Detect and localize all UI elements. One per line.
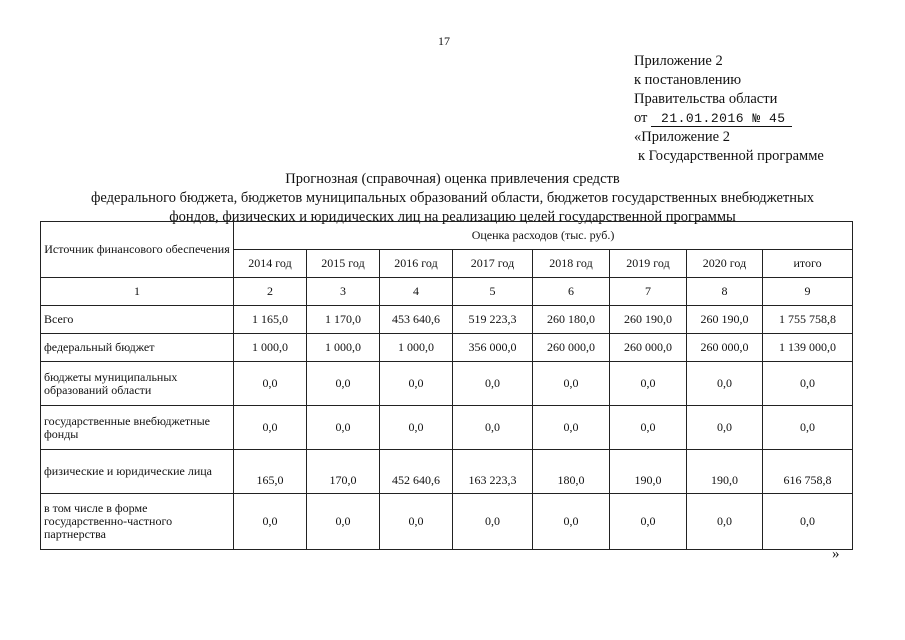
- value-cell: 0,0: [610, 362, 687, 406]
- value-cell: 356 000,0: [453, 334, 533, 362]
- value-cell: 0,0: [380, 362, 453, 406]
- page-number: 17: [438, 34, 450, 48]
- value-cell: 0,0: [307, 362, 380, 406]
- value-cell: 260 180,0: [533, 306, 610, 334]
- value-cell: 0,0: [234, 406, 307, 450]
- column-number-cell: 8: [687, 278, 763, 306]
- value-cell: 1 139 000,0: [763, 334, 853, 362]
- column-number-cell: 4: [380, 278, 453, 306]
- value-cell: 190,0: [687, 450, 763, 494]
- value-cell: 0,0: [610, 406, 687, 450]
- appendix-line-5: «Приложение 2: [634, 129, 730, 145]
- value-cell: 616 758,8: [763, 450, 853, 494]
- appendix-line-6: к Государственной программе: [638, 148, 824, 164]
- value-cell: 0,0: [380, 494, 453, 550]
- column-number-cell: 1: [41, 278, 234, 306]
- source-cell: государственные внебюджетные фонды: [41, 406, 234, 450]
- value-cell: 165,0: [234, 450, 307, 494]
- column-number-cell: 2: [234, 278, 307, 306]
- value-cell: 0,0: [380, 406, 453, 450]
- title-line-2: федерального бюджета, бюджетов муниципальных образований области, бюджетов государственных внебюджетных: [91, 190, 814, 206]
- value-cell: 1 165,0: [234, 306, 307, 334]
- value-cell: 0,0: [453, 494, 533, 550]
- table-row: [41, 450, 853, 494]
- value-cell: 260 000,0: [687, 334, 763, 362]
- value-cell: 452 640,6: [380, 450, 453, 494]
- value-cell: 1 000,0: [234, 334, 307, 362]
- value-cell: 260 000,0: [610, 334, 687, 362]
- appendix-decree-line: [634, 109, 824, 128]
- value-cell: 1 170,0: [307, 306, 380, 334]
- source-cell: федеральный бюджет: [41, 334, 234, 362]
- value-cell: 519 223,3: [453, 306, 533, 334]
- source-cell: бюджеты муниципальных образований области: [41, 362, 234, 406]
- year-header-cell: 2020 год: [687, 250, 763, 278]
- title-line-3: фондов, физических и юридических лиц на реализацию целей государственной программы: [169, 209, 736, 225]
- value-cell: 0,0: [533, 494, 610, 550]
- value-cell: 0,0: [453, 406, 533, 450]
- value-cell: 260 190,0: [687, 306, 763, 334]
- column-number-cell: 5: [453, 278, 533, 306]
- column-number-cell: 6: [533, 278, 610, 306]
- value-cell: 0,0: [307, 494, 380, 550]
- value-cell: 1 000,0: [307, 334, 380, 362]
- value-cell: 453 640,6: [380, 306, 453, 334]
- source-header: Источник финансового обеспечения: [41, 222, 234, 278]
- column-numbers-row: [41, 278, 853, 306]
- value-cell: 1 000,0: [380, 334, 453, 362]
- value-cell: 0,0: [687, 362, 763, 406]
- appendix-line-3: Правительства области: [634, 91, 778, 107]
- year-header-cell: 2015 год: [307, 250, 380, 278]
- decree-prefix: от: [634, 110, 648, 126]
- column-number-cell: 9: [763, 278, 853, 306]
- table-body: [41, 306, 853, 550]
- value-cell: 180,0: [533, 450, 610, 494]
- year-header-cell: 2019 год: [610, 250, 687, 278]
- table-row: [41, 334, 853, 362]
- column-number-cell: 3: [307, 278, 380, 306]
- closing-quote: »: [832, 546, 840, 562]
- value-cell: 0,0: [763, 406, 853, 450]
- appendix-line-1: Приложение 2: [634, 53, 723, 69]
- decree-date-number: 21.01.2016 № 45: [651, 112, 792, 127]
- value-cell: 0,0: [763, 362, 853, 406]
- year-header-cell: 2016 год: [380, 250, 453, 278]
- year-header-cell: 2017 год: [453, 250, 533, 278]
- appendix-block: [634, 52, 824, 166]
- source-cell: физические и юридические лица: [41, 450, 234, 494]
- value-cell: 0,0: [533, 406, 610, 450]
- funding-table: [40, 221, 853, 550]
- estimate-header: Оценка расходов (тыс. руб.): [234, 222, 853, 250]
- value-cell: 170,0: [307, 450, 380, 494]
- value-cell: 0,0: [307, 406, 380, 450]
- value-cell: 1 755 758,8: [763, 306, 853, 334]
- table-row: [41, 362, 853, 406]
- title-line-1: Прогнозная (справочная) оценка привлечения средств: [285, 171, 620, 187]
- value-cell: 0,0: [234, 362, 307, 406]
- value-cell: 260 000,0: [533, 334, 610, 362]
- value-cell: 190,0: [610, 450, 687, 494]
- value-cell: 163 223,3: [453, 450, 533, 494]
- value-cell: 0,0: [234, 494, 307, 550]
- header-row-1: [41, 222, 853, 250]
- value-cell: 0,0: [610, 494, 687, 550]
- document-title: [40, 170, 865, 227]
- table-row: [41, 406, 853, 450]
- value-cell: 0,0: [687, 406, 763, 450]
- value-cell: 260 190,0: [610, 306, 687, 334]
- value-cell: 0,0: [763, 494, 853, 550]
- source-cell: Всего: [41, 306, 234, 334]
- value-cell: 0,0: [687, 494, 763, 550]
- value-cell: 0,0: [453, 362, 533, 406]
- table-row: [41, 306, 853, 334]
- value-cell: 0,0: [533, 362, 610, 406]
- year-header-cell: 2014 год: [234, 250, 307, 278]
- appendix-line-2: к постановлению: [634, 72, 742, 88]
- source-cell: в том числе в форме государственно-частного партнерства: [41, 494, 234, 550]
- year-header-cell: 2018 год: [533, 250, 610, 278]
- table-row: [41, 494, 853, 550]
- year-header-cell: итого: [763, 250, 853, 278]
- column-number-cell: 7: [610, 278, 687, 306]
